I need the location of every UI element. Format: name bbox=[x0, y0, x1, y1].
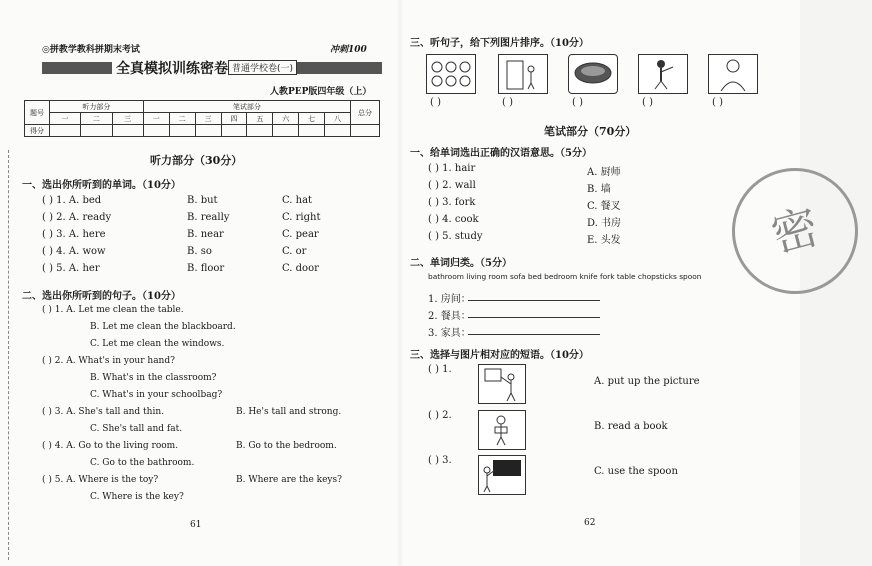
page-number: 62 bbox=[584, 518, 596, 528]
picture-clocks bbox=[426, 54, 476, 94]
binding-line bbox=[8, 150, 9, 560]
listening-heading: 听力部分（30分） bbox=[150, 154, 243, 167]
option: B. What's in the classroom? bbox=[90, 373, 217, 383]
question-item: ( ) 5. A. Where is the toy? bbox=[42, 475, 159, 485]
category-label: 1. 房间： bbox=[428, 294, 471, 305]
series-label: ◎拼教学教科拼期末考试 bbox=[42, 45, 140, 55]
order-blank[interactable]: ( ) bbox=[642, 97, 653, 108]
picture-cleaning bbox=[638, 54, 688, 94]
score-header: 题号 bbox=[25, 101, 50, 125]
option: B. near bbox=[187, 229, 224, 240]
col-label: 五 bbox=[247, 113, 273, 125]
question-item: ( ) 1. bbox=[428, 364, 452, 375]
door-boy-icon bbox=[499, 55, 547, 93]
clocks-icon bbox=[427, 55, 475, 93]
option: C. She's tall and fat. bbox=[90, 424, 183, 434]
listening-header: 听力部分 bbox=[50, 101, 144, 113]
question-item: ( ) 1. A. Let me clean the table. bbox=[42, 305, 184, 315]
option: C. right bbox=[282, 212, 321, 223]
option: B. 墙 bbox=[587, 184, 611, 195]
total-header: 总分 bbox=[351, 101, 380, 125]
picture-food-bowl bbox=[568, 54, 618, 94]
option: C. Go to the bathroom. bbox=[90, 458, 195, 468]
section-title: 三、选择与图片相对应的短语。（10分） bbox=[410, 350, 589, 361]
option: B. really bbox=[187, 212, 230, 223]
page-number: 61 bbox=[190, 520, 202, 530]
question-item: ( ) 3. bbox=[428, 455, 452, 466]
option: C. 餐叉 bbox=[587, 201, 621, 212]
question-item: ( ) 2. A. What's in your hand? bbox=[42, 356, 175, 366]
col-label: 八 bbox=[325, 113, 351, 125]
option: A. put up the picture bbox=[594, 376, 700, 387]
col-label: 二 bbox=[169, 113, 195, 125]
title-badge: 普通学校卷(一) bbox=[228, 60, 297, 75]
section-title: 一、选出你所听到的单词。（10分） bbox=[22, 180, 181, 191]
picture-teacher bbox=[708, 54, 758, 94]
left-page bbox=[0, 0, 398, 566]
picture-frame-icon bbox=[479, 365, 525, 403]
col-label: 三 bbox=[195, 113, 221, 125]
option: C. What's in your schoolbag? bbox=[90, 390, 223, 400]
page-title: 全真模拟训练密卷 bbox=[112, 58, 232, 78]
series-tag: 冲刺100 bbox=[330, 45, 367, 55]
right-page bbox=[402, 0, 825, 566]
option: B. floor bbox=[187, 263, 225, 274]
writing-header: 笔试部分 bbox=[143, 101, 350, 113]
option: B. read a book bbox=[594, 421, 668, 432]
score-row-label: 得分 bbox=[25, 125, 50, 137]
question-item: ( ) 3. A. here bbox=[42, 229, 106, 240]
stamp-watermark: 密 bbox=[718, 154, 872, 308]
answer-line[interactable] bbox=[468, 334, 600, 335]
bowl-icon bbox=[569, 55, 617, 93]
option: C. door bbox=[282, 263, 319, 274]
question-item: ( ) 2. A. ready bbox=[42, 212, 112, 223]
score-table bbox=[24, 100, 380, 137]
col-label: 四 bbox=[221, 113, 247, 125]
section-title: 一、给单词选出正确的汉语意思。（5分） bbox=[410, 148, 592, 159]
option: C. or bbox=[282, 246, 307, 257]
section-title: 二、选出你所听到的句子。（10分） bbox=[22, 291, 181, 302]
reading-icon bbox=[479, 411, 525, 449]
order-blank[interactable]: ( ) bbox=[712, 97, 723, 108]
question-item: ( ) 4. A. Go to the living room. bbox=[42, 441, 179, 451]
option: E. 头发 bbox=[587, 235, 621, 246]
option: C. hat bbox=[282, 195, 313, 206]
question-item: ( ) 1. A. bed bbox=[42, 195, 102, 206]
picture-read-book bbox=[478, 410, 526, 450]
option: C. pear bbox=[282, 229, 319, 240]
option: B. Where are the keys? bbox=[236, 475, 342, 485]
section-title: 二、单词归类。（5分） bbox=[410, 258, 512, 269]
option: B. He's tall and strong. bbox=[236, 407, 342, 417]
edition-label: 人教PEP版四年级（上） bbox=[270, 87, 372, 97]
teacher-icon bbox=[709, 55, 757, 93]
option: B. Go to the bedroom. bbox=[236, 441, 337, 451]
blackboard-icon bbox=[479, 456, 525, 494]
section-title: 三、听句子，给下列图片排序。（10分） bbox=[410, 38, 589, 49]
col-label: 三 bbox=[112, 113, 143, 125]
picture-put-up bbox=[478, 364, 526, 404]
question-item: ( ) 3. A. She's tall and thin. bbox=[42, 407, 164, 417]
word-bank: bathroom living room sofa bed bedroom knife fork table chopsticks spoon bbox=[428, 272, 702, 281]
option: B. so bbox=[187, 246, 212, 257]
col-label: 七 bbox=[299, 113, 325, 125]
picture-blackboard bbox=[478, 455, 526, 495]
question-item: ( ) 2. wall bbox=[428, 180, 476, 191]
question-item: ( ) 3. fork bbox=[428, 197, 476, 208]
option: A. 厨师 bbox=[587, 167, 621, 178]
writing-heading: 笔试部分（70分） bbox=[544, 125, 637, 138]
col-label: 一 bbox=[50, 113, 81, 125]
option: B. but bbox=[187, 195, 218, 206]
order-blank[interactable]: ( ) bbox=[430, 97, 441, 108]
question-item: ( ) 1. hair bbox=[428, 163, 476, 174]
option: D. 书房 bbox=[587, 218, 622, 229]
question-item: ( ) 2. bbox=[428, 410, 452, 421]
order-blank[interactable]: ( ) bbox=[502, 97, 513, 108]
option: B. Let me clean the blackboard. bbox=[90, 322, 236, 332]
question-item: ( ) 4. cook bbox=[428, 214, 479, 225]
order-blank[interactable]: ( ) bbox=[572, 97, 583, 108]
category-label: 2. 餐具： bbox=[428, 311, 471, 322]
option: C. Let me clean the windows. bbox=[90, 339, 225, 349]
category-label: 3. 家具： bbox=[428, 328, 471, 339]
col-label: 二 bbox=[81, 113, 112, 125]
col-label: 六 bbox=[273, 113, 299, 125]
option: C. use the spoon bbox=[594, 466, 678, 477]
option: C. Where is the key? bbox=[90, 492, 184, 502]
question-item: ( ) 5. study bbox=[428, 231, 483, 242]
person-icon bbox=[639, 55, 687, 93]
picture-door-boy bbox=[498, 54, 548, 94]
col-label: 一 bbox=[143, 113, 169, 125]
answer-line[interactable] bbox=[468, 317, 600, 318]
answer-line[interactable] bbox=[468, 300, 600, 301]
question-item: ( ) 5. A. her bbox=[42, 263, 100, 274]
question-item: ( ) 4. A. wow bbox=[42, 246, 106, 257]
